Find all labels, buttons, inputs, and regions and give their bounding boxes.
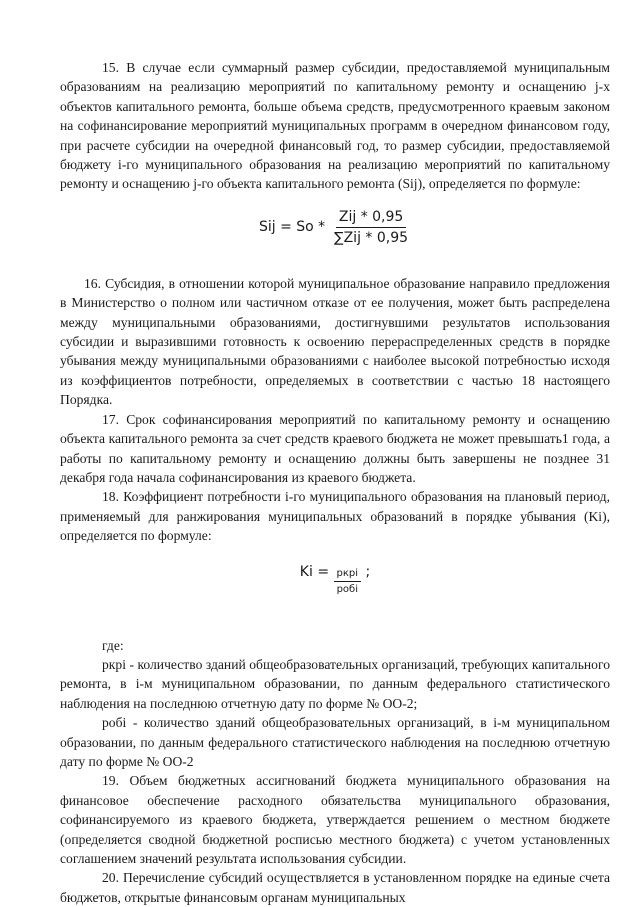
- formula-ki-denominator: pобi: [336, 583, 358, 595]
- formula-sij: [60, 208, 610, 256]
- formula-sij-numerator: Zij * 0,95: [336, 208, 406, 228]
- formula-sij-lhs: Sij = So *: [258, 219, 326, 236]
- formula-ki: [60, 564, 610, 604]
- where-label: где:: [102, 637, 124, 653]
- document-page: [60, 58, 610, 907]
- formula-ki-fraction: [334, 567, 362, 596]
- formula-sij-fraction: [331, 208, 411, 247]
- paragraph-20: 20. Перечисление субсидий осуществляется в установленном порядке на единые счета бюджетов, открытые финансовым органам муниципальных: [60, 870, 610, 905]
- paragraph-19: 19. Объем бюджетных ассигнований бюджета муниципального образования на финансовое обеспечение расходного обязательства муниципального образования, софинансируемого из краевого бюджета, утверждается решением о местном бюджете (определяется сводной бюджетной росписью местного бюджета) с учетом установленных соглашением значений результата использования субсидии.: [60, 773, 610, 866]
- paragraph-17: 17. Срок софинансирования мероприятий по капитальному ремонту и оснащению объекта капитального ремонта за счет средств краевого бюджета не может превышать1 года, а работы по капитальному ремонту и оснащению должны быть завершены не позднее 31 декабря года начала софинансирования из краевого бюджета.: [60, 411, 610, 485]
- formula-ki-lhs: Ki =: [299, 563, 330, 580]
- formula-ki-row: [299, 563, 371, 595]
- formula-sij-denominator: ∑Zij * 0,95: [334, 229, 409, 246]
- formula-ki-numerator: pкрi: [334, 567, 362, 582]
- paragraph-18: 18. Коэффициент потребности i-го муниципального образования на плановый период, применяемый для ранжирования муниципальных образований в порядке убывания (Ki), определяется по формуле:: [60, 489, 610, 544]
- definition-pkri: pкрi - количество зданий общеобразовательных организаций, требующих капитального ремонта, в i-м муниципальном образовании, по данным федерального статистического наблюдения на последнюю отчетную дату по форме № ОО-2;: [60, 656, 610, 711]
- paragraph-16: 16. Субсидия, в отношении которой муниципальное образование направило предложения в Министерство о полном или частичном отказе от ее получения, может быть распределена между муниципальными образованиями, достигнувшими результатов использования субсидии и выразившими готовность к освоению перераспределенных средств в порядке убывания между муниципальными образованиями с наиболее высокой потребностью исходя из коэффициентов потребности, определяемых в соответствии с частью 18 настоящего Порядка.: [60, 275, 610, 408]
- definition-pobi: pобi - количество зданий общеобразовательных организаций, в i-м муниципальном образовании, по данным федерального статистического наблюдения на последнюю отчетную дату по форме № ОО-2: [60, 715, 610, 769]
- paragraph-15: 15. В случае если суммарный размер субсидии, предоставляемой муниципальным образованиям на реализацию мероприятий по капитальному ремонту и оснащению j-х объектов капитального ремонта, больше объема средств, предусмотренного краевым законом на софинансирование мероприятий муниципальных программ в очередном финансовом году, при расчете субсидии на очередной финансовый год, то размер субсидии, предоставляемой бюджету i-го муниципального образования на реализацию мероприятий по капитальному ремонту и оснащению j-го объекта капитального ремонта (Sij), определяется по формуле:: [60, 60, 610, 192]
- formula-ki-suffix: ;: [365, 563, 371, 580]
- formula-sij-row: [259, 208, 411, 247]
